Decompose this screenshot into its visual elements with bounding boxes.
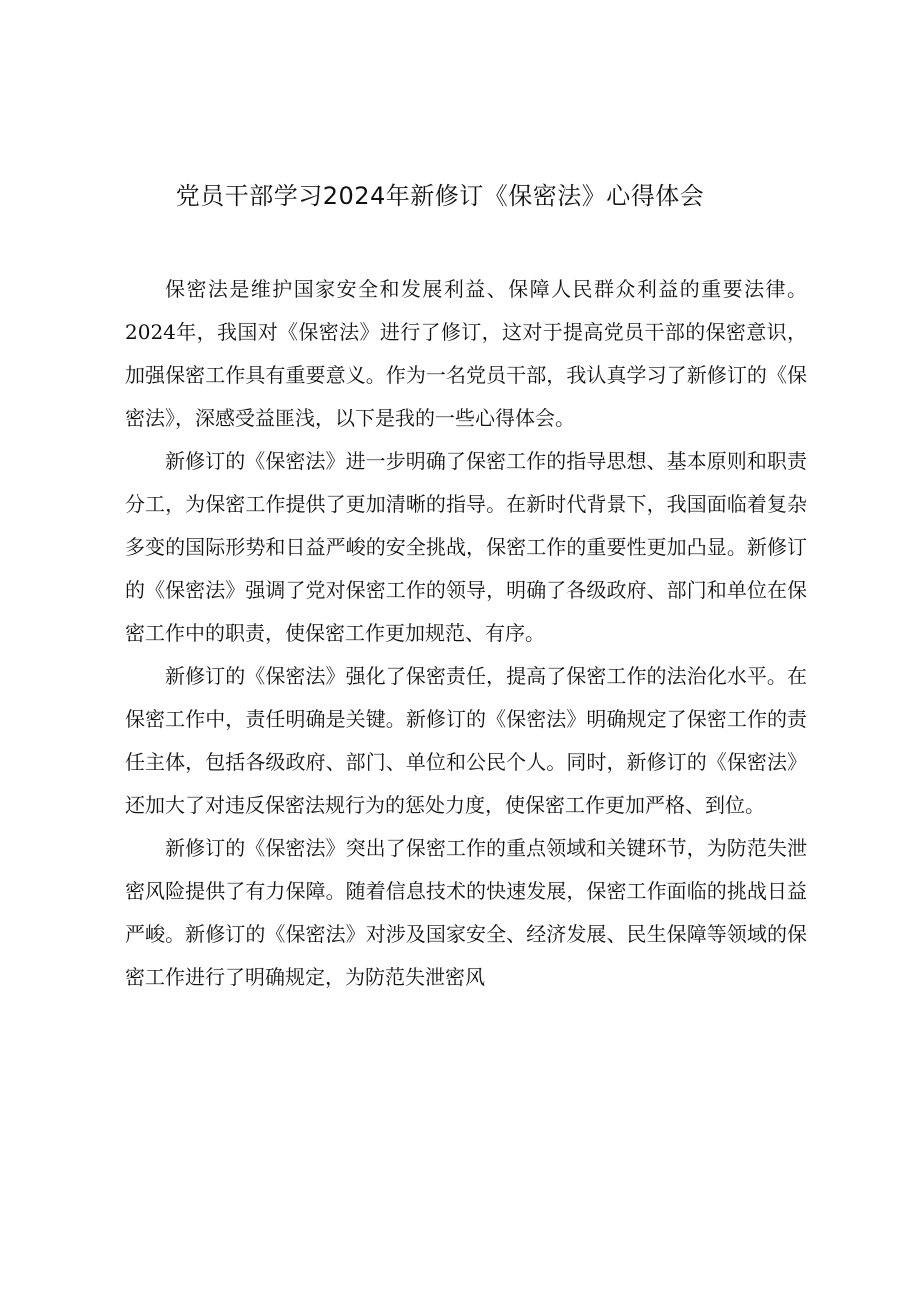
paragraph-2: 新修订的《保密法》进一步明确了保密工作的指导思想、基本原则和职责分工，为保密工作提供了更加清晰的指导。在新时代背景下，我国面临着复杂多变的国际形势和日益严峻的安全挑战，保密工作的重要性更加凸显。新修订的《保密法》强调了党对保密工作的领导，明确了各级政府、部门和单位在保密工作中的职责，使保密工作更加规范、有序。 xyxy=(125,449,807,645)
paragraph-3: 新修订的《保密法》强化了保密责任，提高了保密工作的法治化水平。在保密工作中，责任明确是关键。新修订的《保密法》明确规定了保密工作的责任主体，包括各级政府、部门、单位和公民个人。同时，新修订的《保密法》还加大了对违反保密法规行为的惩处力度，使保密工作更加严格、到位。 xyxy=(125,664,807,817)
document-body xyxy=(125,268,807,999)
paragraph-1: 保密法是维护国家安全和发展利益、保障人民群众利益的重要法律。2024年，我国对《保密法》进行了修订，这对于提高党员干部的保密意识，加强保密工作具有重要意义。作为一名党员干部，我认真学习了新修订的《保密法》，深感受益匪浅，以下是我的一些心得体会。 xyxy=(125,277,807,430)
paragraph-4: 新修订的《保密法》突出了保密工作的重点领域和关键环节，为防范失泄密风险提供了有力保障。随着信息技术的快速发展，保密工作面临的挑战日益严峻。新修订的《保密法》对涉及国家安全、经济发展、民生保障等领域的保密工作进行了明确规定，为防范失泄密风 xyxy=(125,836,807,989)
document-title: 党员干部学习2024年新修订《保密法》心得体会 xyxy=(175,182,705,210)
